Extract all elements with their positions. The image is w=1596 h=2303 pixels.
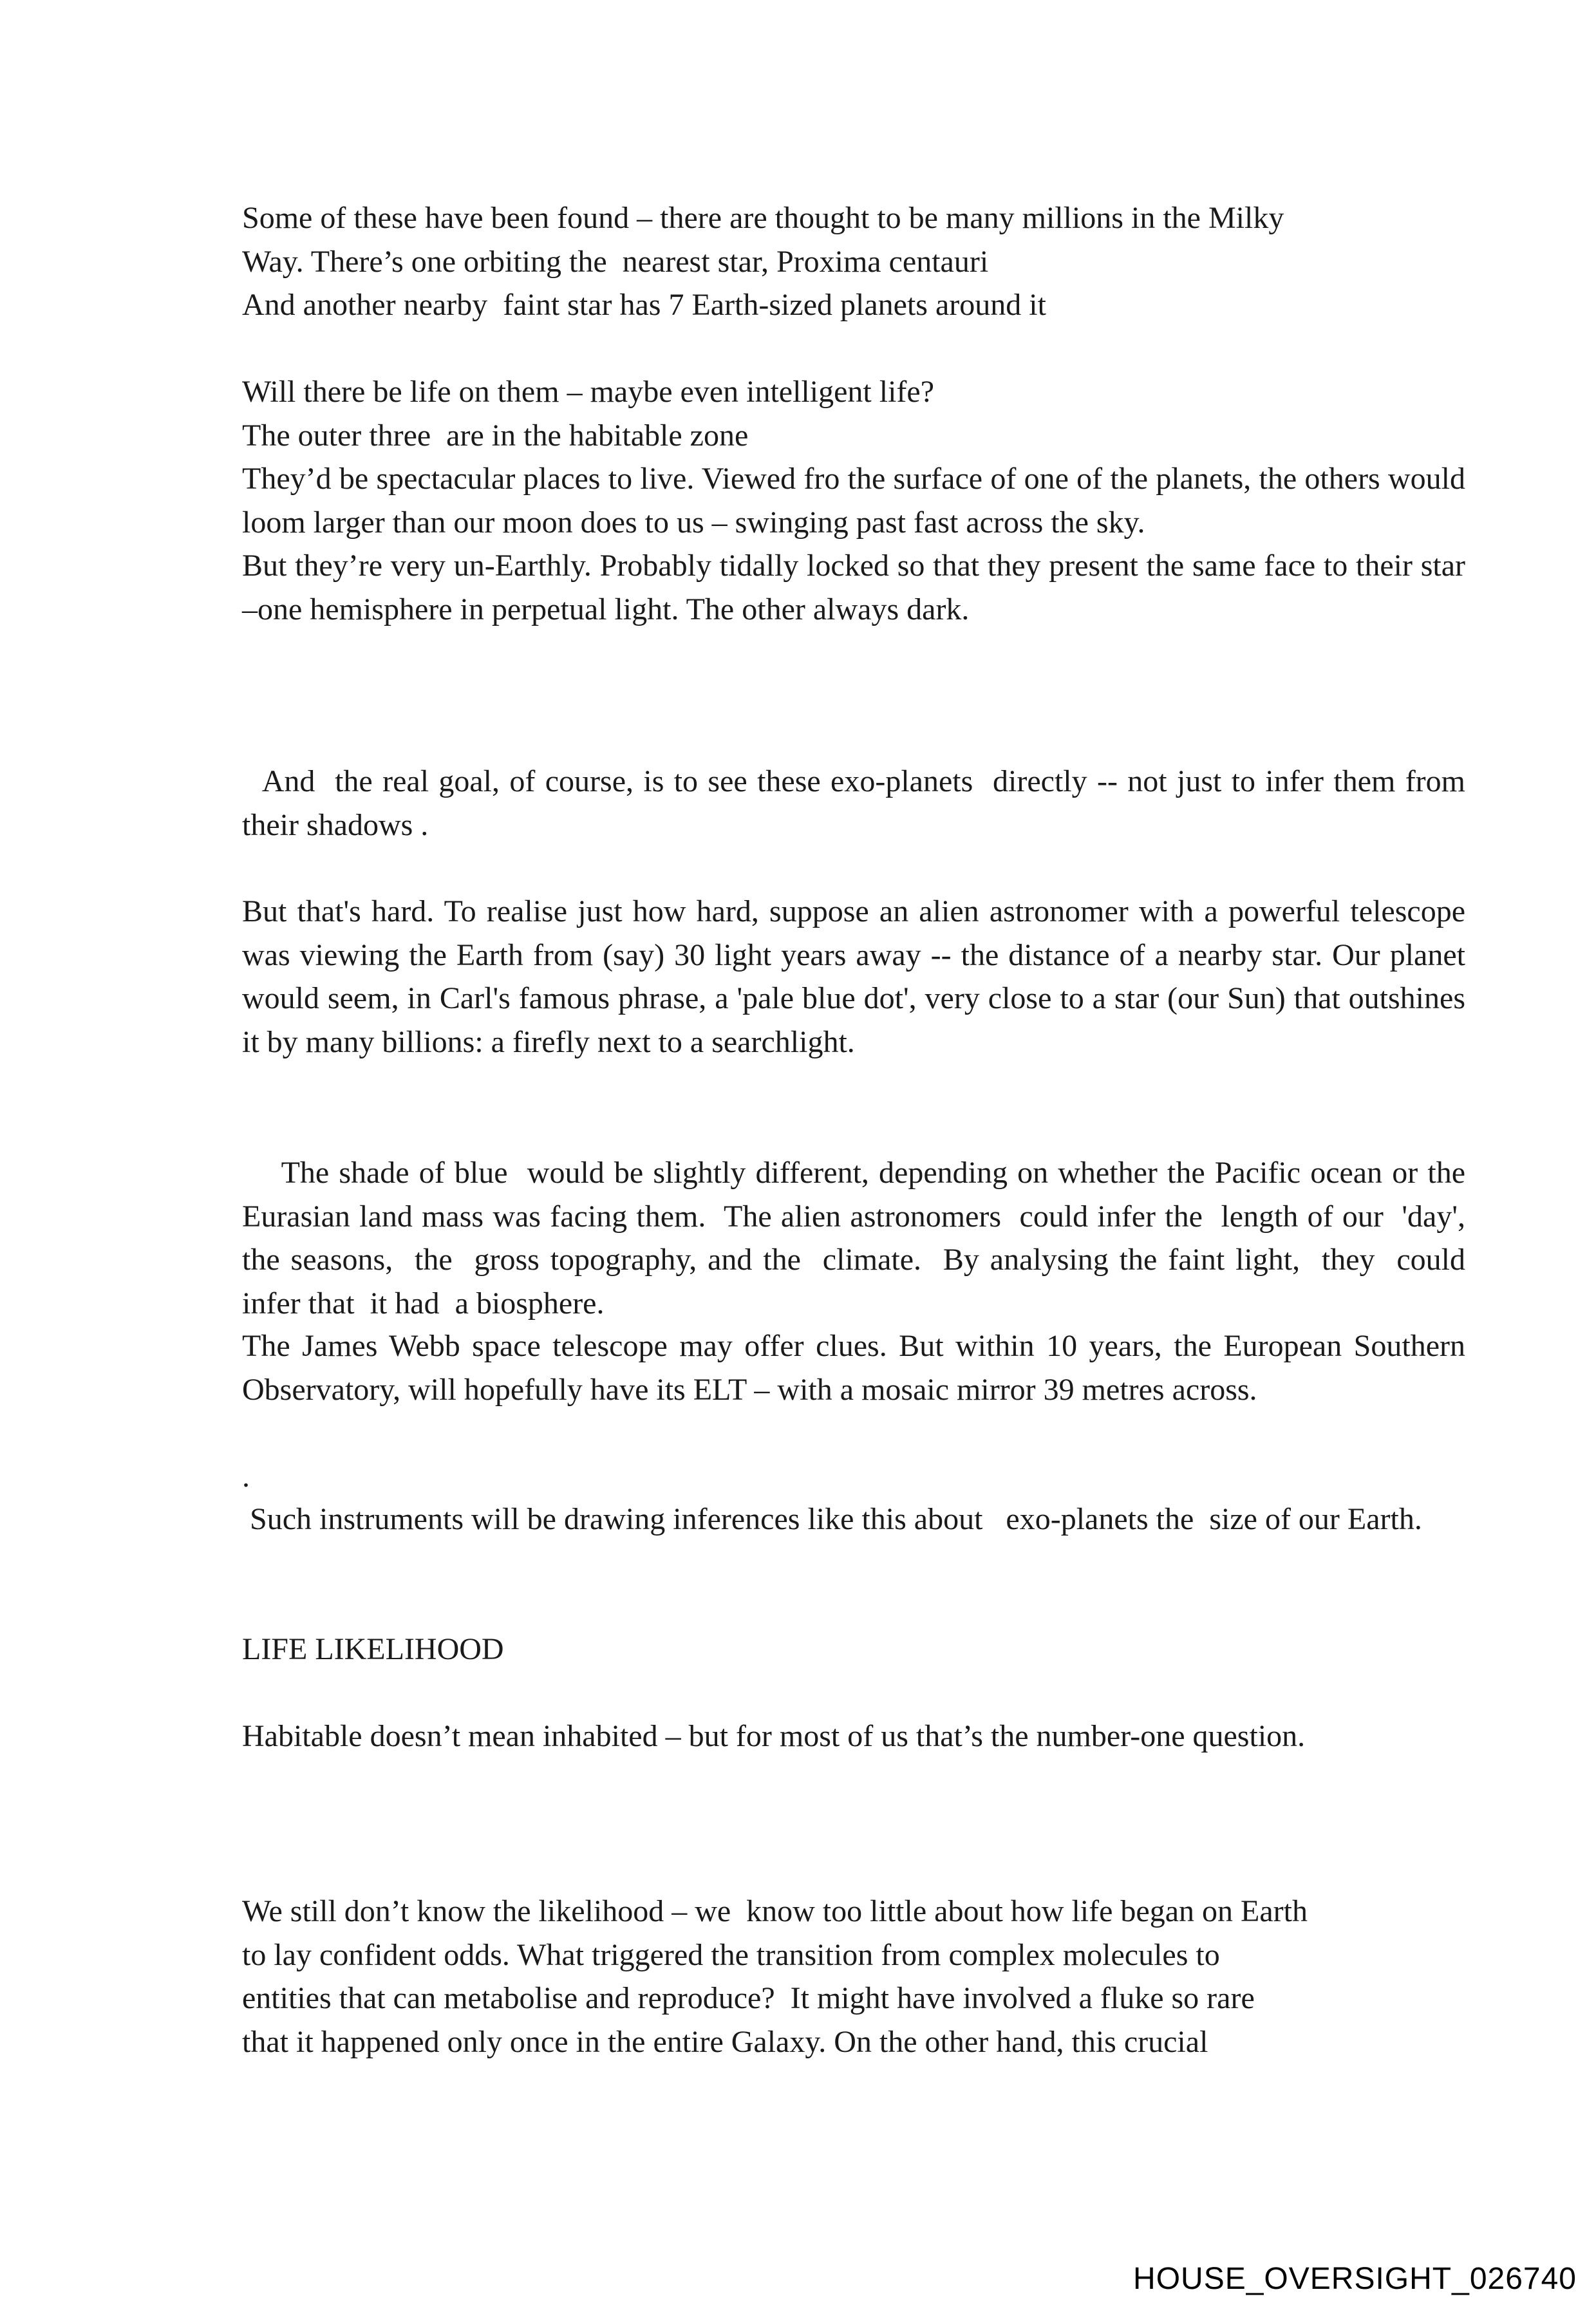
text-line: Will there be life on them – maybe even intelligent life? — [242, 375, 935, 409]
text-line: to lay confident odds. What triggered the transition from complex molecules to — [242, 1937, 1220, 1972]
text-line: entities that can metabolise and reproduce? It might have involved a fluke so rare — [242, 1981, 1255, 2015]
text-line: We still don’t know the likelihood – we know too little about how life began on Earth — [242, 1894, 1308, 1928]
text-line: The outer three are in the habitable zone — [242, 418, 749, 453]
section-heading: LIFE LIKELIHOOD — [242, 1632, 504, 1666]
text-un-earthly: But they’re very un-Earthly. Probably tidally locked so that they present the same face to their star –one hemisphere in perpetual light. The other always dark. — [242, 549, 1465, 626]
stray-period: . — [242, 1460, 250, 1494]
text-line: Way. There’s one orbiting the nearest star, Proxima centauri — [242, 244, 989, 279]
paragraph-life-on-them — [242, 370, 1465, 631]
text-spectacular-places: They’d be spectacular places to live. Viewed fro the surface of one of the planets, the others would loom larger than our moon does to us – swinging past fast across the sky. — [242, 462, 1465, 540]
paragraph-habitable: Habitable doesn’t mean inhabited – but for most of us that’s the number-one question. — [242, 1719, 1306, 1753]
text-line: Some of these have been found – there are thought to be many millions in the Milky — [242, 201, 1284, 235]
paragraph-exoplanets-found — [242, 196, 1465, 327]
paragraph-thats-hard: But that's hard. To realise just how hard, suppose an alien astronomer with a powerful telescope was viewing the Earth from (say) 30 light years away -- the distance of a nearby star. Our planet would seem, in Carl's famous phrase, a 'pale blue dot', very close to a star (our Sun) that outshines it by many billions: a firefly next to a searchlight. — [242, 894, 1465, 1059]
paragraph-such-instruments: Such instruments will be drawing inferences like this about exo-planets the size of our Earth. — [242, 1502, 1422, 1536]
text-line: that it happened only once in the entire Galaxy. On the other hand, this crucial — [242, 2024, 1208, 2059]
paragraph-likelihood — [242, 1890, 1465, 2063]
paragraph-james-webb: The James Webb space telescope may offer clues. But within 10 years, the European Southern Observatory, will hopefully have its ELT – with a mosaic mirror 39 metres across. — [242, 1329, 1465, 1407]
paragraph-real-goal: And the real goal, of course, is to see these exo-planets directly -- not just to infer them from their shadows . — [242, 764, 1473, 842]
bates-number: HOUSE_OVERSIGHT_026740 — [1133, 2262, 1577, 2296]
text-line: And another nearby faint star has 7 Earth-sized planets around it — [242, 288, 1046, 322]
paragraph-shade-of-blue: The shade of blue would be slightly different, depending on whether the Pacific ocean or the Eurasian land mass was facing them. The alien astronomers could infer the length of our 'day', the seasons, the gross topography, and the climate. By analysing the faint light, they could infer that it had a biosphere. — [242, 1156, 1481, 1321]
